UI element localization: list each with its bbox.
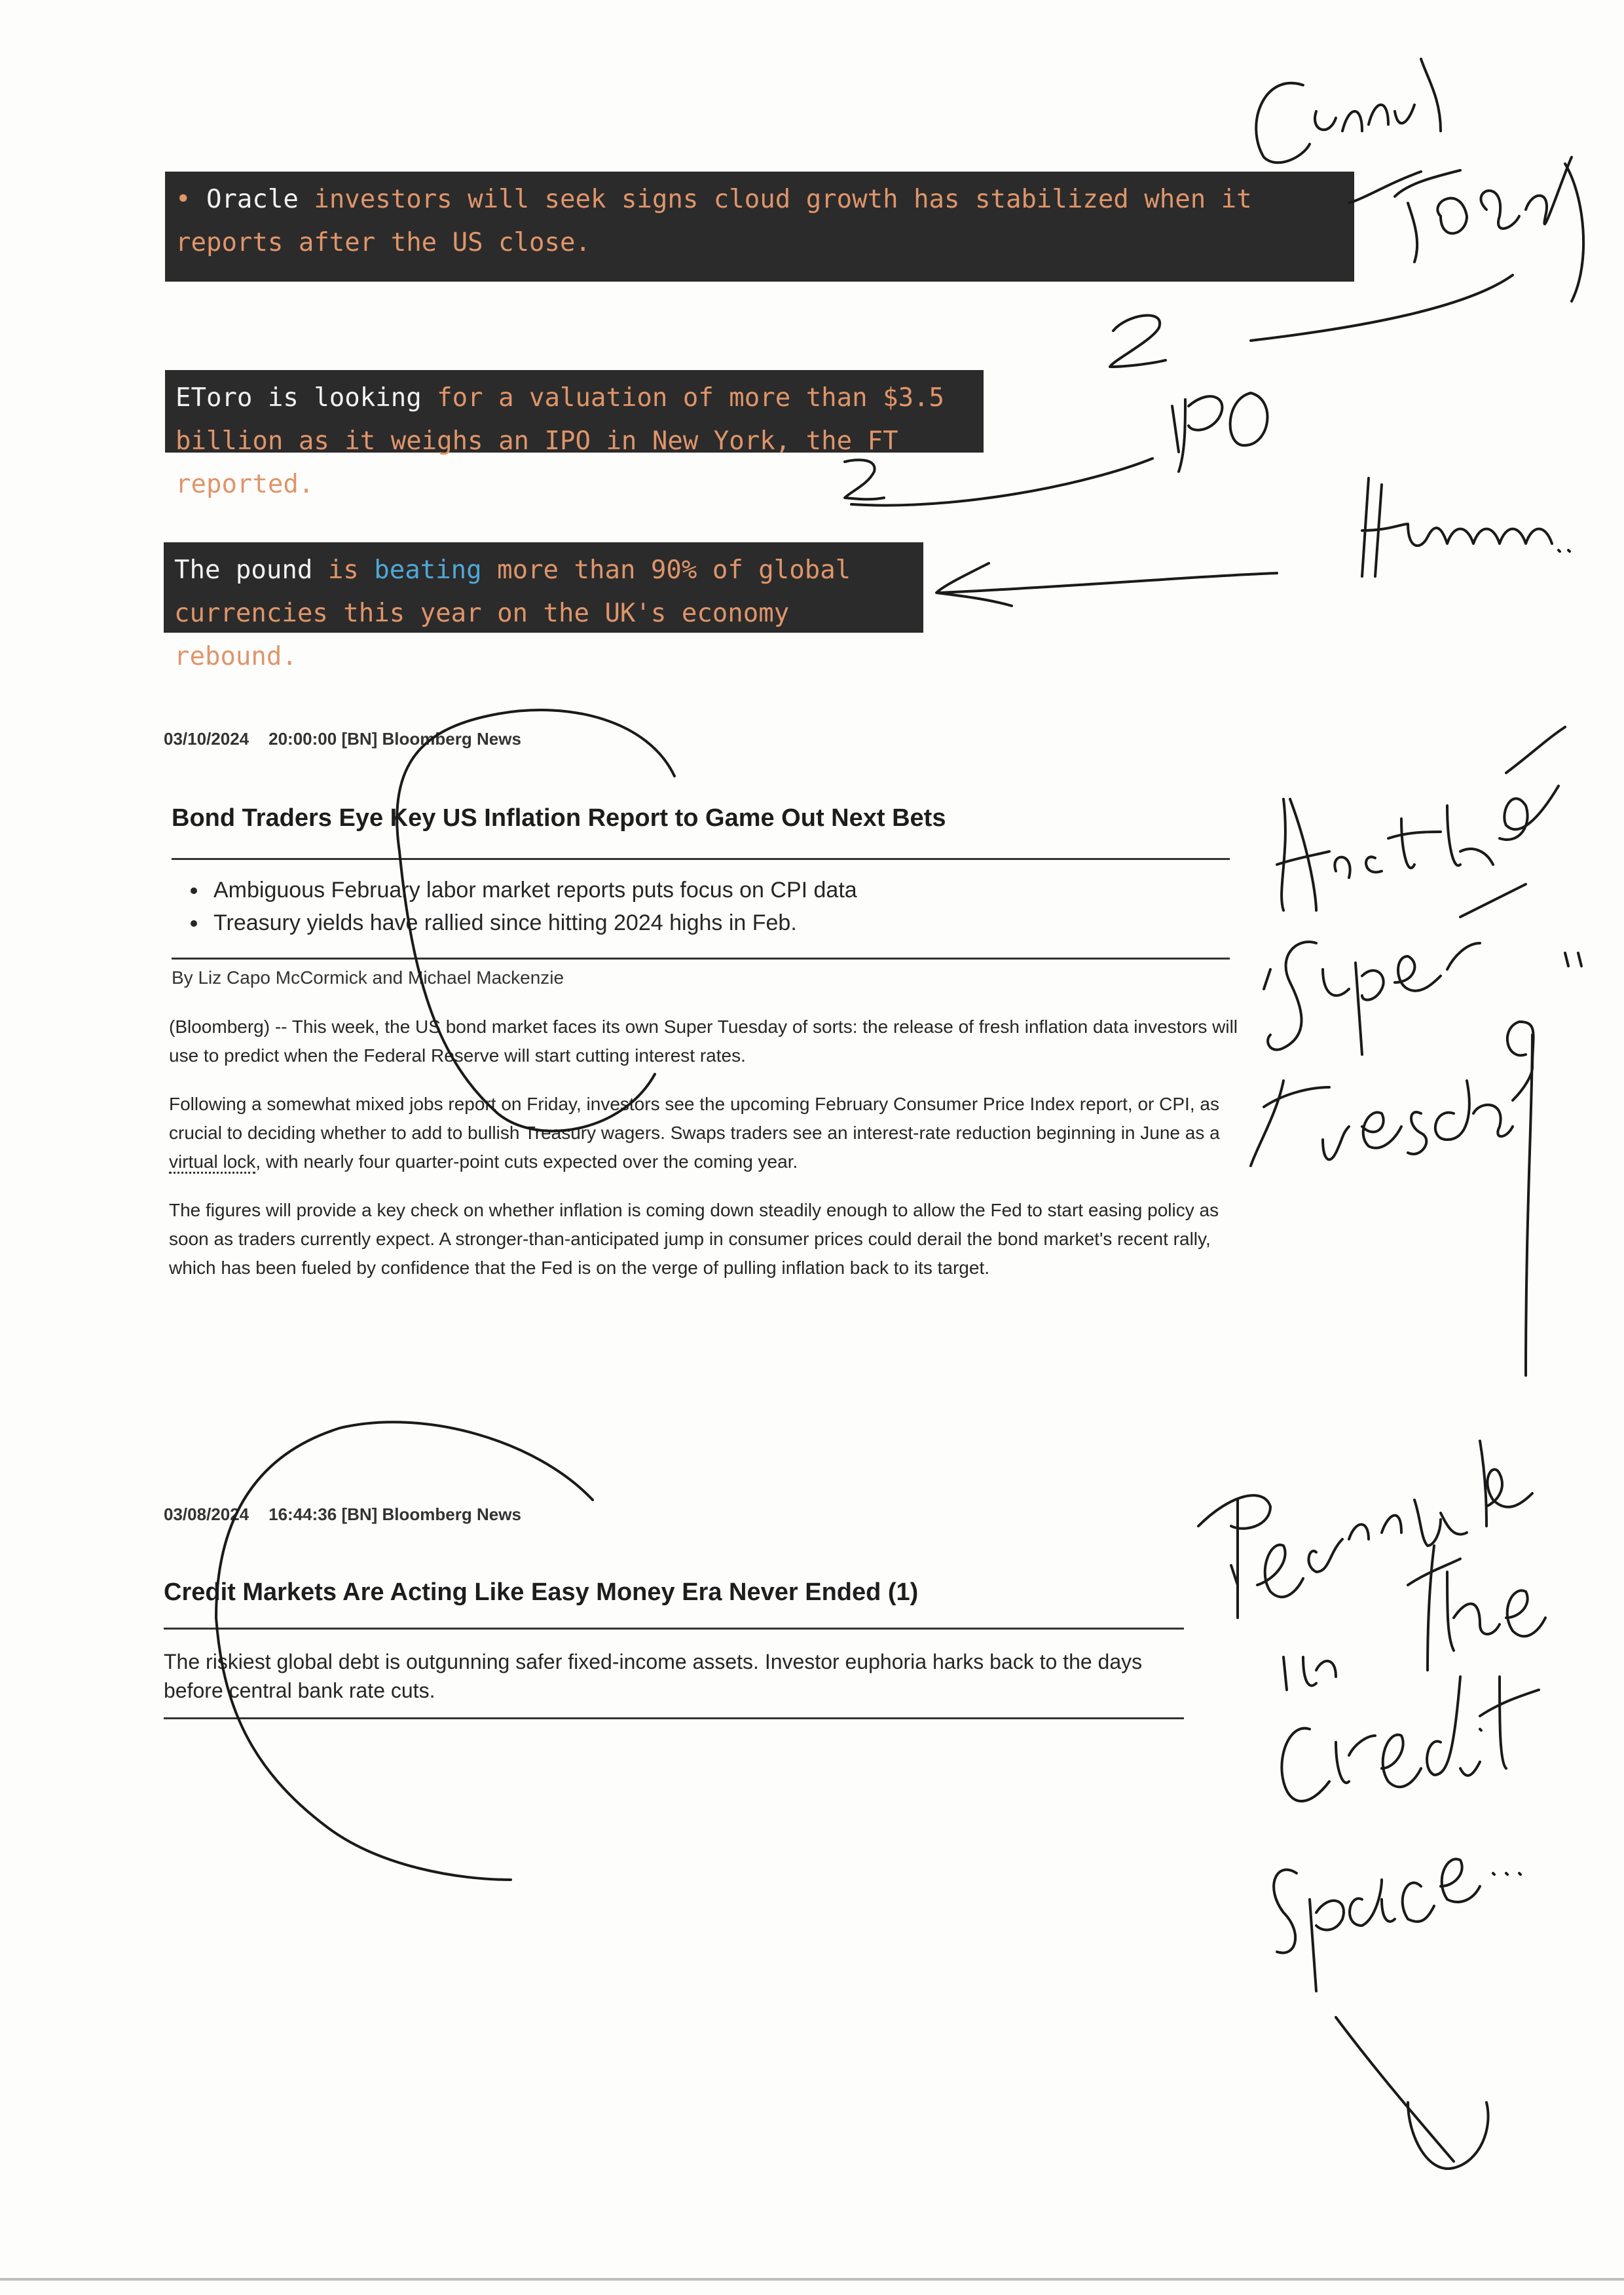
scan-edge: [0, 2278, 1624, 2281]
pound-headline-snippet: [164, 542, 923, 671]
annotation-arrow-oracle: [1349, 172, 1421, 203]
article-1-rule-mid: [172, 958, 1230, 960]
handwriting-ipo: [1172, 393, 1267, 472]
article-2-meta: [164, 1504, 1238, 1525]
ticker-text-segment: investors will seek signs cloud growth has stabilized when it reports after the US close.: [175, 185, 1252, 257]
ticker-text-segment: more than 90% of global currencies this year on the UK's economy rebound.: [174, 555, 851, 671]
article-1-paragraph: The figures will provide a key check on whether inflation is coming down steadily enough to allow the Fed to start easing policy as soon as traders currently expect. A stronger-than-anticipated jump in consumer prices could derail the bond market's recent rally, which has been fueled by confidence that the Fed is on the verge of pulling inflation back to its target.: [169, 1200, 1219, 1278]
article-2-body: [164, 1647, 1172, 1705]
handwriting-another: [1277, 727, 1565, 910]
handwriting-today: [1395, 157, 1583, 301]
ticker-text-segment: •: [175, 185, 206, 214]
ticker-text-segment: The pound: [174, 555, 328, 585]
annotation-arrow-etoro: [845, 458, 1153, 506]
handwriting-2-upper: [1110, 315, 1166, 367]
article-2-rule-top: [164, 1628, 1184, 1630]
article-1-bullet: • Ambiguous February labor market reports puts focus on CPI data: [208, 874, 1246, 906]
annotation-arrow-pound: [936, 563, 1277, 606]
article-2-rule-bottom: [164, 1717, 1184, 1719]
article-1-body: [169, 1013, 1243, 1282]
oracle-headline-snippet: [165, 172, 1354, 282]
article-1-meta: [164, 729, 1238, 749]
handwriting-in-the: [1283, 1546, 1545, 1690]
article-1-byline: By Liz Capo McCormick and Michael Mackenzie: [172, 967, 564, 988]
paragraph-text: Following a somewhat mixed jobs report on Friday, investors see the upcoming February Consumer Price Index report, or CPI, as crucial to deciding whether to add to bullish Treasury wagers. Swaps traders see an interest-rate reduction beginning in June as a: [169, 1094, 1220, 1143]
handwriting-super: [1264, 884, 1581, 1054]
etoro-headline-snippet: [165, 370, 984, 499]
handwriting-credit: [1282, 1677, 1539, 1801]
article-1-bullets: [172, 874, 1246, 939]
paragraph-text: , with nearly four quarter-point cuts expected over the coming year.: [255, 1151, 798, 1172]
article-1-bullet: • Treasury yields have rallied since hitting 2024 highs in Feb.: [208, 906, 1246, 939]
article-1-source: 20:00:00 [BN] Bloomberg News: [268, 729, 521, 749]
article-2-source: 16:44:36 [BN] Bloomberg News: [268, 1504, 521, 1524]
handwriting-space: [1274, 1859, 1521, 1991]
handwriting-coming: [1256, 59, 1441, 162]
virtual-lock-link[interactable]: virtual lock: [169, 1151, 255, 1174]
article-2-paragraph: The riskiest global debt is outgunning safer fixed-income assets. Investor euphoria harks back to the days before central bank rate cuts.: [164, 1650, 1143, 1702]
handwriting-remarkable: [1198, 1441, 1532, 1618]
ticker-text-segment: beating: [374, 555, 482, 585]
handwriting-hmmm: [1362, 478, 1570, 576]
ticker-text-segment: for a valuation of more than $3.5 billion as it weighs an IPO in New York, the FT reported.: [175, 383, 945, 499]
ticker-text-segment: EToro is looking: [175, 383, 437, 413]
annotation-arrow-down: [1336, 2017, 1488, 2169]
article-1-date: 03/10/2024: [164, 729, 249, 749]
ticker-text-segment: Oracle: [206, 185, 314, 214]
ticker-text-segment: is: [327, 555, 375, 585]
article-2-headline[interactable]: Credit Markets Are Acting Like Easy Money Era Never Ended (1): [164, 1578, 919, 1606]
handwriting-tuesday: [1251, 1022, 1534, 1375]
article-2-date: 03/08/2024: [164, 1504, 249, 1524]
article-1-paragraph: (Bloomberg) -- This week, the US bond market faces its own Super Tuesday of sorts: the release of fresh inflation data investors will use to predict when the Federal Reserve will start cutting interest rates.: [169, 1017, 1238, 1066]
article-1-paragraph: [169, 1090, 1243, 1176]
article-1-rule-top: [172, 858, 1230, 860]
annotation-line-today: [1251, 275, 1513, 341]
article-1-headline[interactable]: Bond Traders Eye Key US Inflation Report to Game Out Next Bets: [172, 804, 946, 832]
